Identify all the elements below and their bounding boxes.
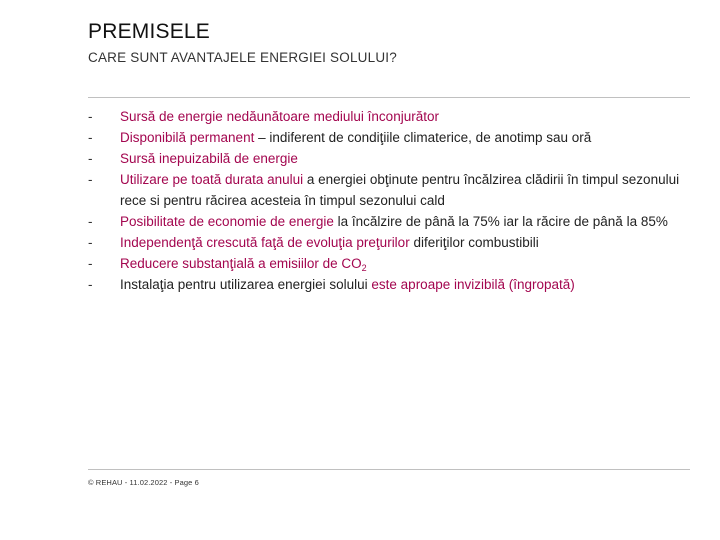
bullet-text: Sursă de energie nedăunătoare mediului înconjurător (120, 109, 439, 124)
list-item (88, 274, 688, 295)
bullet-marker: - (88, 172, 93, 187)
bullet-highlight: Utilizare pe toată durata anului (120, 172, 304, 187)
bullet-marker: - (88, 256, 93, 271)
bullet-marker: - (88, 130, 93, 145)
bullet-highlight: Disponibilă permanent (120, 130, 255, 145)
page-title: PREMISELE (88, 20, 211, 43)
bullet-text: a energiei obţinute pentru încălzirea clădirii în timpul sezonului rece si pentru răcirea acesteia în timpul sezonului cald (120, 172, 680, 208)
bullet-highlight: Independenţă crescută faţă de evoluţia preţurilor (120, 235, 410, 250)
list-item (88, 169, 688, 211)
bullet-marker: - (88, 214, 93, 229)
list-item (88, 148, 688, 169)
bullet-list (88, 106, 688, 295)
list-item (88, 106, 688, 127)
bullet-marker: - (88, 109, 93, 124)
bullet-text: Instalaţia pentru utilizarea energiei solului (120, 277, 368, 292)
bullet-text: Reducere substanţială a emisiilor de CO (120, 256, 362, 271)
bottom-divider (88, 469, 690, 470)
page-subtitle: CARE SUNT AVANTAJELE ENERGIEI SOLULUI? (88, 50, 397, 65)
bullet-text: – indiferent de condiţiile climaterice, de anotimp sau oră (254, 130, 592, 145)
bullet-highlight: este aproape invizibilă (îngropată) (367, 277, 575, 292)
footer-text: © REHAU - 11.02.2022 - Page 6 (88, 478, 199, 487)
bullet-marker: - (88, 277, 93, 292)
bullet-marker: - (88, 151, 93, 166)
bullet-marker: - (88, 235, 93, 250)
list-item (88, 127, 688, 148)
bullet-highlight: Posibilitate de economie de energie (120, 214, 334, 229)
top-divider (88, 97, 690, 98)
subscript-2: 2 (361, 263, 367, 273)
bullet-text: Sursă inepuizabilă de energie (120, 151, 298, 166)
list-item (88, 232, 688, 253)
bullet-text: la încălzire de până la 75% iar la răcire de până la 85% (333, 214, 668, 229)
list-item (88, 253, 688, 274)
bullet-text: diferiţilor combustibili (409, 235, 539, 250)
list-item (88, 211, 688, 232)
